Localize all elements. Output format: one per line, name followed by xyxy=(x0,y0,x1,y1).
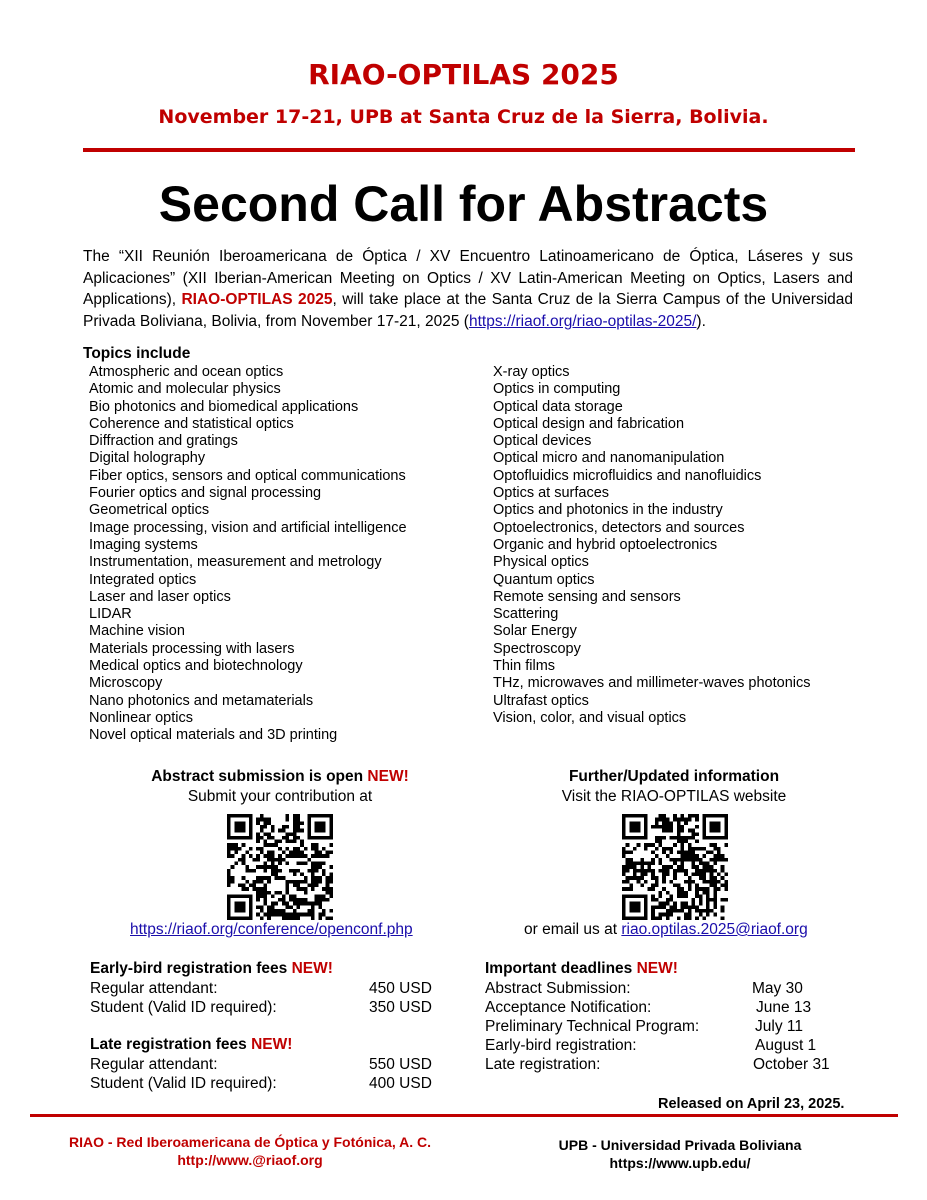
email-prefix: or email us at xyxy=(524,921,622,938)
intro-highlight: RIAO-OPTILAS 2025 xyxy=(181,291,333,308)
intro-event-link[interactable]: https://riaof.org/riao-optilas-2025/ xyxy=(468,312,697,330)
topic-item: Optics in computing xyxy=(493,381,621,398)
topic-item: Integrated optics xyxy=(89,571,197,588)
footer-upb xyxy=(500,1136,860,1172)
intro-text-2: , will take place at the Santa Cruz de la Sierra Campus of the Universidad Privada Boliviana, Bolivia, from November 17-21, 2025 ( xyxy=(83,291,854,330)
email-link[interactable]: riao.optilas.2025@riaof.org xyxy=(621,921,808,938)
call-title: Second Call for Abstracts xyxy=(158,176,769,232)
topic-item: Imaging systems xyxy=(89,536,198,553)
info-block xyxy=(484,767,864,807)
intro-text-1: The “XII Reunión Iberoamericana de Óptica / XV Encuentro Latinoamericano de Óptica, Láseres y sus Aplicaciones” (XII Iberian-American Meeting on Optics / XV Latin-American Meeting on Optics, Lasers and Applications), xyxy=(83,248,853,308)
topic-item: THz, microwaves and millimeter-waves photonics xyxy=(493,675,811,692)
topic-item: Nano photonics and metamaterials xyxy=(89,692,314,709)
topic-item: Microscopy xyxy=(89,675,163,692)
top-divider xyxy=(83,148,855,152)
topics-heading: Topics include xyxy=(83,345,191,362)
topic-item: Scattering xyxy=(493,606,559,623)
topic-item: Vision, color, and visual optics xyxy=(493,709,687,726)
submission-block xyxy=(90,767,470,807)
topic-item: X-ray optics xyxy=(493,364,570,380)
submission-link-wrap xyxy=(130,921,413,939)
email-line xyxy=(524,921,808,939)
topic-item: Organic and hybrid optoelectronics xyxy=(493,536,718,553)
topic-item: Ultrafast optics xyxy=(493,692,589,709)
topic-item: LIDAR xyxy=(89,606,132,623)
info-heading: Further/Updated information xyxy=(568,768,780,785)
topic-item: Solar Energy xyxy=(493,623,577,640)
topic-item: Materials processing with lasers xyxy=(89,640,295,657)
topic-item: Quantum optics xyxy=(493,571,595,588)
event-title: RIAO-OPTILAS 2025 xyxy=(308,58,619,91)
topic-item: Geometrical optics xyxy=(89,502,210,519)
topic-item: Fiber optics, sensors and optical communications xyxy=(89,467,406,484)
footer-upb-name: UPB - Universidad Privada Boliviana xyxy=(558,1137,802,1153)
topic-item: Optical devices xyxy=(493,433,592,450)
footer-riao-name: RIAO - Red Iberoamericana de Óptica y Fotónica, A. C. xyxy=(68,1134,431,1150)
topic-item: Optoelectronics, detectors and sources xyxy=(493,519,745,536)
event-subtitle: November 17-21, UPB at Santa Cruz de la Sierra, Bolivia. xyxy=(158,106,769,128)
footer-upb-url[interactable]: https://www.upb.edu/ xyxy=(609,1155,751,1171)
topic-item: Thin films xyxy=(493,658,556,675)
info-line: Visit the RIAO-OPTILAS website xyxy=(561,788,787,805)
topic-item: Optical micro and nanomanipulation xyxy=(493,450,725,467)
submission-link[interactable]: https://riaof.org/conference/openconf.php xyxy=(130,921,413,938)
topic-item: Fourier optics and signal processing xyxy=(89,485,322,502)
release-date: Released on April 23, 2025. xyxy=(658,1096,845,1112)
topic-item: Optical data storage xyxy=(493,398,623,415)
new-badge: NEW! xyxy=(367,768,409,785)
topic-item: Machine vision xyxy=(89,623,185,640)
topic-item: Optical design and fabrication xyxy=(493,415,685,432)
new-badge: NEW! xyxy=(251,1036,293,1053)
topic-item: Optofluidics microfluidics and nanofluidics xyxy=(493,467,762,484)
topic-item: Optics at surfaces xyxy=(493,485,610,502)
qr-code-icon[interactable] xyxy=(622,814,728,920)
topic-item: Physical optics xyxy=(493,554,589,571)
submission-heading: Abstract submission is open xyxy=(151,768,368,785)
submission-line: Submit your contribution at xyxy=(187,788,373,805)
new-badge: NEW! xyxy=(636,960,678,977)
topics-list-left xyxy=(89,364,407,745)
bottom-divider xyxy=(30,1114,898,1117)
topic-item: Spectroscopy xyxy=(493,640,581,657)
intro-text-3: ). xyxy=(696,312,706,330)
late-fees-heading: Late registration fees NEW! xyxy=(90,1036,293,1053)
topic-item: Optics and photonics in the industry xyxy=(493,502,723,519)
topic-item: Remote sensing and sensors xyxy=(493,588,681,605)
footer-riao xyxy=(40,1133,460,1169)
topic-item: Image processing, vision and artificial intelligence xyxy=(89,519,407,536)
intro-paragraph xyxy=(83,246,853,332)
qr-code-icon[interactable] xyxy=(227,814,333,920)
early-fees-heading: Early-bird registration fees NEW! xyxy=(90,960,333,977)
topic-item: Digital holography xyxy=(89,450,206,467)
topic-item: Bio photonics and biomedical applications xyxy=(89,398,359,415)
topics-list-right xyxy=(493,364,811,727)
topic-item: Medical optics and biotechnology xyxy=(89,658,303,675)
topic-item: Instrumentation, measurement and metrology xyxy=(89,554,382,571)
topic-item: Novel optical materials and 3D printing xyxy=(89,727,338,744)
footer-riao-url[interactable]: http://www.@riaof.org xyxy=(177,1152,323,1168)
topic-item: Nonlinear optics xyxy=(89,709,193,726)
deadlines-heading: Important deadlines NEW! xyxy=(485,960,678,977)
topic-item: Laser and laser optics xyxy=(89,588,231,605)
topic-item: Atmospheric and ocean optics xyxy=(89,364,284,380)
new-badge: NEW! xyxy=(291,960,333,977)
topic-item: Atomic and molecular physics xyxy=(89,381,281,398)
topic-item: Coherence and statistical optics xyxy=(89,415,294,432)
topic-item: Diffraction and gratings xyxy=(89,433,238,450)
